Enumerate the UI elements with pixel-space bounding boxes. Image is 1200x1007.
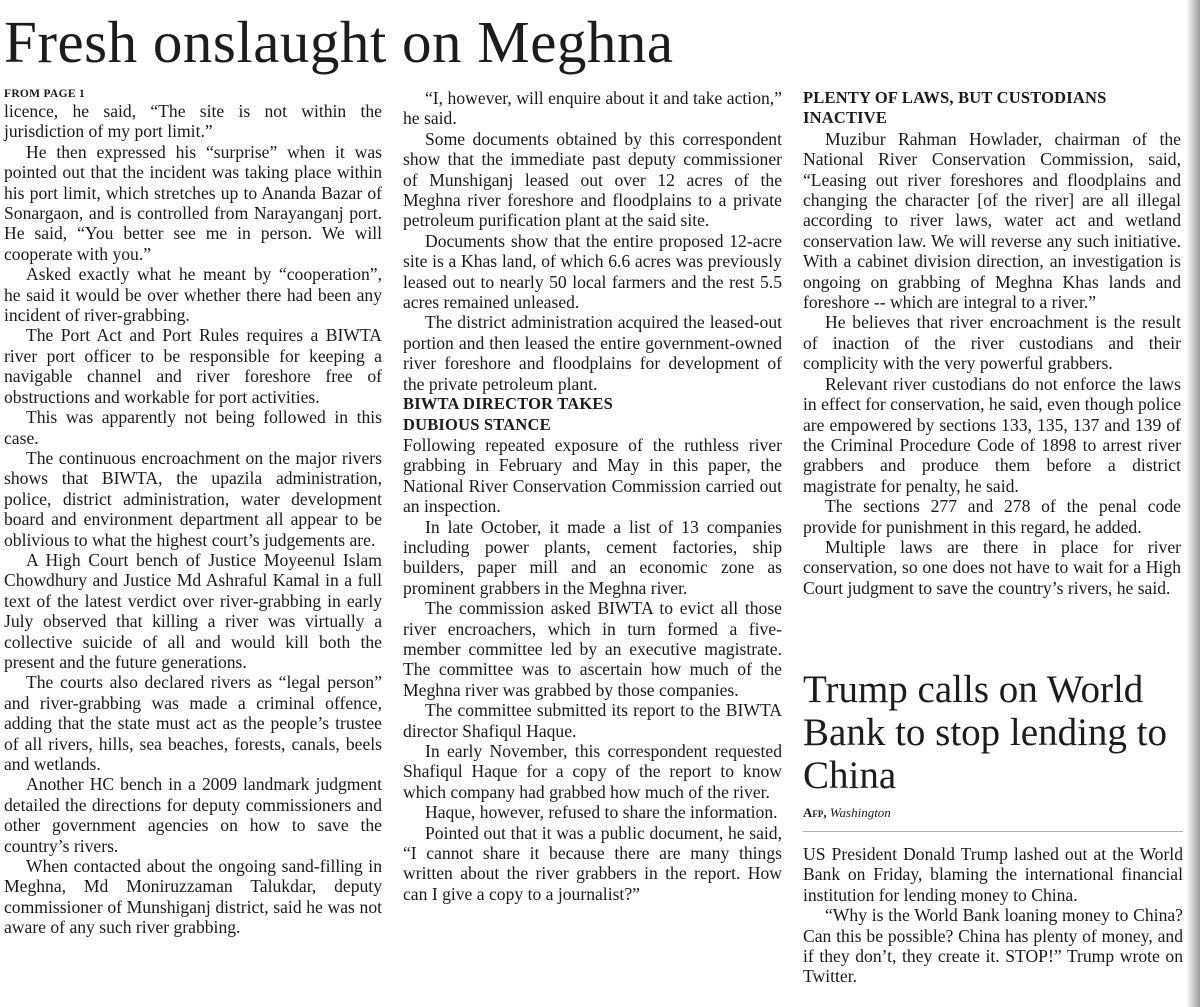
paragraph: This was apparently not being followed in this case. (4, 407, 382, 448)
byline (803, 805, 1183, 821)
paragraph: In early November, this correspondent requested Shafiqul Haque for a copy of the report to know which company had grabbed how much of the river. (403, 741, 782, 802)
paragraph: Documents show that the entire proposed 12-acre site is a Khas land, of which 6.6 acres was previously leased out to nearly 50 local farmers and the rest 5.5 acres remained unleased. (403, 230, 782, 313)
trump-story (803, 668, 1183, 987)
story-headline: Trump calls on World Bank to stop lending to China (803, 668, 1167, 797)
paragraph: The commission asked BIWTA to evict all those river encroachers, which in turn formed a five-member committee led by an executive magistrate. The committee was to ascertain how much of the Meghna river was grabbed by those companies. (403, 598, 782, 700)
paragraph: Multiple laws are there in place for river conservation, so one does not have to wait for a High Court judgment to save the country’s rivers, he said. (803, 536, 1181, 598)
paragraph: licence, he said, “The site is not within the jurisdiction of my port limit.” (4, 101, 382, 142)
paragraph: The sections 277 and 278 of the penal code provide for punishment in this regard, he added. (803, 496, 1181, 537)
byline-place: Washington (829, 805, 891, 820)
byline-source: Afp, (803, 805, 827, 820)
paragraph: A High Court bench of Justice Moyeenul Islam Chowdhury and Justice Md Ashraful Kamal in a full text of the latest verdict over river-grabbing in early July observed that killing a river was virtually a collective suicide of all and would kill both the present and the future generations. (4, 549, 382, 672)
subheading-line: DUBIOUS STANCE (403, 414, 551, 434)
page-edge-shadow (1186, 0, 1200, 1007)
paragraph: The Port Act and Port Rules requires a BIWTA river port officer to be responsible for keeping a navigable channel and river foreshore free of obstructions and workable for port activities. (4, 325, 382, 407)
paragraph: When contacted about the ongoing sand-filling in Meghna, Md Moniruzzaman Talukdar, deputy commissioner of Munshiganj district, said he was not aware of any such river grabbing. (4, 856, 382, 938)
paragraph: Relevant river custodians do not enforce the laws in effect for conservation, he said, even though police are empowered by sections 133, 135, 137 and 139 of the Criminal Procedure Code of 1898 to arrest river grabbers and produce them before a district magistrate for penalty, he said. (803, 373, 1181, 496)
paragraph: The continuous encroachment on the major rivers shows that BIWTA, the upazila administration, police, district administration, water development board and environment department all appear to be oblivious to what the highest court’s judgements are. (4, 447, 382, 550)
paragraph: Following repeated exposure of the ruthless river grabbing in February and May in this paper, the National River Conservation Commission carried out an inspection. (403, 434, 782, 517)
continuation-kicker: FROM PAGE 1 (4, 88, 86, 100)
paragraph: US President Donald Trump lashed out at the World Bank on Friday, blaming the international financial institution for lending money to China. (803, 844, 1183, 905)
column-1 (4, 88, 382, 938)
divider (803, 831, 1183, 832)
paragraph: Some documents obtained by this correspondent show that the immediate past deputy commissioner of Munshiganj leased out over 12 acres of the Meghna river foreshore and floodplains to a private petroleum purification plant at the said site. (403, 128, 782, 231)
paragraph: Another HC bench in a 2009 landmark judgment detailed the directions for deputy commissioners and other government agencies on how to save the country’s rivers. (4, 774, 382, 856)
subheading-line: PLENTY OF LAWS, BUT CUSTODIANS (803, 88, 1107, 107)
paragraph: Haque, however, refused to share the information. (425, 802, 778, 823)
main-headline: Fresh onslaught on Meghna (4, 9, 674, 75)
paragraph: Pointed out that it was a public document, he said, “I cannot share it because there are many things written about the river grabbers in the report. How can I give a copy to a journalist?” (403, 822, 782, 904)
paragraph: Asked exactly what he meant by “cooperation”, he said it would be over whether there had been any incident of river-grabbing. (4, 264, 382, 326)
column-3 (803, 88, 1181, 598)
paragraph: He believes that river encroachment is the result of inaction of the river custodians and their complicity with the very powerful grabbers. (803, 312, 1181, 374)
story-body (803, 844, 1183, 987)
subheading-biwta (403, 394, 782, 435)
paragraph: “Why is the World Bank loaning money to China? Can this be possible? China has plenty of money, and if they don’t, they create it. STOP!” Trump wrote on Twitter. (803, 905, 1183, 987)
subheading-line: INACTIVE (803, 108, 888, 128)
paragraph: He then expressed his “surprise” when it was pointed out that the incident was taking place within his port limit, which stretches up to Ananda Bazar of Sonargaon, and is controlled from Narayanganj port. He said, “You better see me in person. We will cooperate with you.” (4, 141, 382, 264)
paragraph: In late October, it made a list of 13 companies including power plants, cement factories, ship builders, paper mill and an economic zone as prominent grabbers in the Meghna river. (403, 516, 782, 598)
paragraph: “I, however, will enquire about it and take action,” he said. (403, 88, 782, 129)
column-2 (403, 88, 782, 904)
subheading-laws (803, 88, 1181, 129)
paragraph: The committee submitted its report to the BIWTA director Shafiqul Haque. (403, 700, 782, 741)
paragraph: The district administration acquired the leased-out portion and then leased the entire government-owned river foreshore and floodplains for development of the private petroleum plant. (403, 312, 782, 394)
paragraph: The courts also declared rivers as “legal person” and river-grabbing was made a criminal offence, adding that the state must act as the people’s trustee of all rivers, hills, sea beaches, forests, canals, beels and wetlands. (4, 672, 382, 774)
paragraph: Muzibur Rahman Howlader, chairman of the National River Conservation Commission, said, “Leasing out river foreshores and floodplains and changing the character [of the river] are all illegal according to river laws, water act and wetland conservation law. We will reverse any such initiative. With a cabinet division direction, an investigation is ongoing on grabbing of Meghna Khas lands and foreshore -- which are integral to a river.” (803, 128, 1181, 313)
subheading-line: BIWTA DIRECTOR TAKES (403, 394, 614, 414)
